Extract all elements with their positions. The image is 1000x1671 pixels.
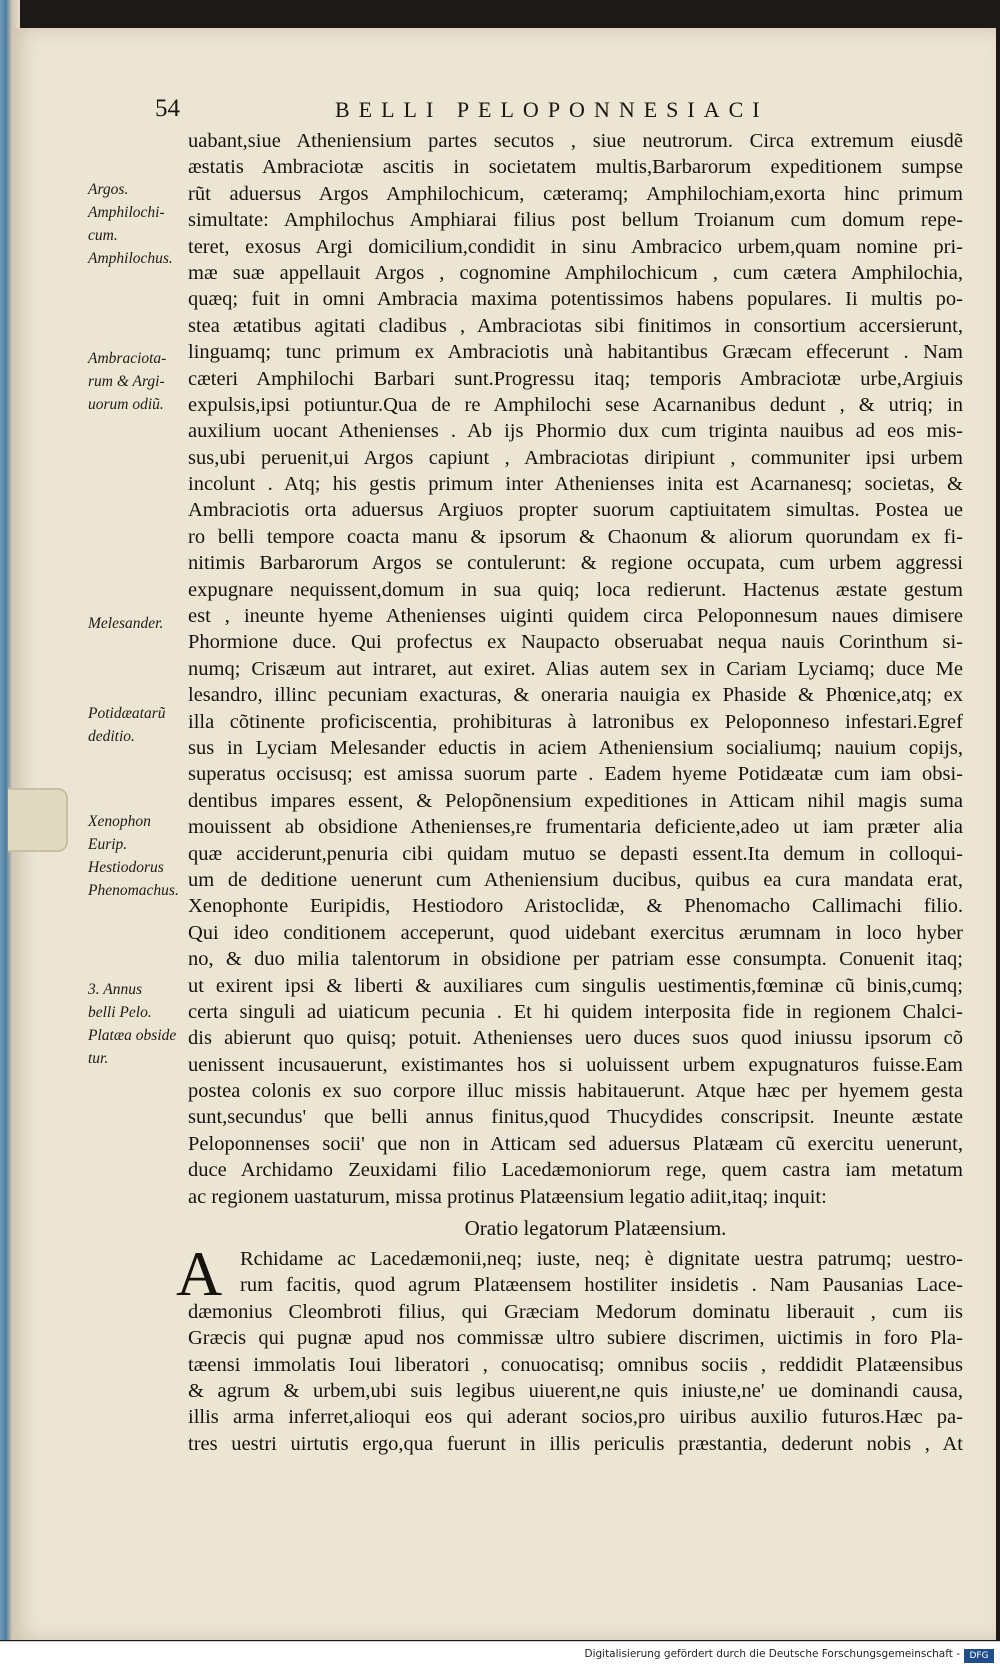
text-line: est , ineunte hyeme Athenienses uiginti quidem circa Peloponnesum naues dimisere: [188, 605, 963, 628]
margin-note-line: Amphilochus.: [88, 250, 173, 267]
text-line: dæmonius Cleombroti filius, qui Græciam Medorum dominatu liberauit , cum iis: [188, 1300, 963, 1323]
text-line: ro belli tempore coacta manu & ipsorum & Chaonum & aliorum quorundam ex fi-: [188, 525, 963, 548]
margin-note-line: belli Pelo.: [88, 1004, 152, 1021]
text-line: um de deditione uenerunt cum Atheniensium ducibus, quibus ea cura mandata erat,: [188, 868, 963, 891]
oration-lines: [188, 1246, 963, 1457]
text-line: linguamq; tunc primum ex Ambraciotis unà habitantibus Græcam effecerunt . Nam: [188, 341, 963, 364]
margin-note-melesander: [88, 612, 188, 635]
margin-note-line: cum.: [88, 227, 118, 244]
text-line: Græcis qui pugnæ apud nos commissæ ultro subiere discrimen, uictimis in foro Pla-: [188, 1327, 963, 1350]
margin-note-line: Melesander.: [88, 615, 164, 632]
text-line: nitimis Barbarorum Argos se contulerunt: & regione occupata, cum urbem aggressi: [188, 552, 963, 575]
oration-title: Oratio legatorum Platæensium.: [464, 1216, 727, 1241]
text-line: uabant,siue Atheniensium partes secutos , siue neutrorum. Circa extremum eiusdẽ: [188, 130, 963, 152]
margin-note-line: Phenomachus.: [88, 882, 179, 899]
dfg-logo: DFG: [964, 1649, 994, 1663]
margin-note-line: Amphilochi-: [88, 204, 165, 221]
main-text: [176, 128, 963, 1457]
margin-note-line: Eurip.: [88, 836, 128, 853]
text-line: tæensi immolatis Ioui liberatori , conuocatisq; omnibus sociis , reddidit Platæensibus: [188, 1353, 963, 1376]
text-line: Peloponnenses socii' que non in Atticam sed aduersus Platæam cũ exercitu uenerunt,: [188, 1132, 963, 1155]
text-line: tres uestri uirtutis ergo,qua fuerunt in illis periculis præstantia, dederunt nobis , At: [188, 1432, 963, 1455]
text-line: uenissent incusauerunt, existimantes hos si uoluissent urbem expugnaturos fuisse.Eam: [188, 1053, 963, 1076]
margin-note-line: Xenophon: [88, 813, 151, 830]
margin-note-line: Potidæatarũ: [88, 705, 166, 722]
text-line: lesandro, illinc pecuniam exacturas, & oneraria nauigia ex Phaside & Phœnice,atq; ex: [188, 684, 963, 707]
margin-note-line: Hestiodorus: [88, 859, 164, 876]
text-line: sus in Lyciam Melesander eductis in aciem Atheniensium socialiumq; nauium copijs,: [188, 736, 963, 759]
text-line: simultate: Amphilochus Amphiarai filius post bellum Troianum cum domum repe-: [188, 209, 963, 232]
margin-note-potidaeat: [88, 702, 188, 748]
running-head: BELLI PELOPONNESIACI: [335, 97, 769, 122]
text-line: sus,ubi peruenit,ui Argos capiunt , Ambraciotas diripiunt , communiter ipsi urbem: [188, 446, 963, 469]
text-line: ut exirent ipsi & liberti & auxiliares cum singulis uestimentis,fœminæ cũ binis,cumq;: [188, 974, 963, 997]
text-line: dentibus impares essent, & Pelopõnensium expeditiones in Atticam nihil magis suma: [188, 789, 963, 812]
text-line: & agrum & urbem,ubi suis legibus uiuerent,ne quis iniuste,ne' ue dominandi causa,: [188, 1379, 963, 1402]
margin-note-line: 3. Annus: [88, 981, 142, 998]
text-line: rum facitis, quod agrum Platæensem hostiliter insidetis . Nam Pausanias Lace-: [240, 1274, 963, 1297]
page-header: [145, 95, 965, 125]
text-line: certa singuli ad uiaticum pecunia . Et hi quidem interposita fide in regionem Chalci-: [188, 1000, 963, 1023]
text-line: æstatis Ambraciotæ ascitis in societatem multis,Barbarorum expeditionem sumpse: [188, 156, 963, 179]
text-line: Phormione duce. Qui profectus ex Naupacto obseruabat nequa nauis Corinthum si-: [188, 631, 963, 654]
text-line: auxilium uocant Athenienses . Ab ijs Phormio dux cum triginta nauibus ad eos mis-: [188, 420, 963, 443]
text-line: illa cõtinente proficiscentia, prohibituras à latronibus ex Peloponneso infestari.Egref: [188, 710, 963, 733]
text-line: ac regionem uastaturum, missa protinus Platæensium legatio adiit,itaq; inquit:: [188, 1185, 827, 1208]
text-line: mouissent ab obsidione Athenienses,re frumentaria deficiente,adeo ut iam præter alia: [188, 816, 963, 839]
text-line: cæteri Amphilochi Barbari sunt.Progressu itaq; temporis Ambraciotæ urbe,Argiuis: [188, 367, 963, 390]
margin-note-line: Argos.: [88, 181, 129, 198]
text-line: illis arma inferret,alioqui eos qui aderant socios,pro uiribus auxilio futuros.Hæc pa-: [188, 1406, 963, 1429]
text-line: stea ætatibus agitati cladibus , Ambraciotas sibi finitimos in consortium accersierunt,: [188, 314, 963, 337]
margin-note-ambraciot: [88, 347, 188, 416]
funding-credit: Digitalisierung gefördert durch die Deutsche Forschungsgemeinschaft -: [584, 1648, 960, 1660]
text-line: dis abierunt quo quisq; potuit. Athenienses uero duces suos quod iniussu ipsorum cõ: [188, 1027, 963, 1050]
margin-note-argos: [88, 178, 188, 270]
margin-note-line: Platæa obside: [88, 1027, 177, 1044]
text-line: Ambraciotis orta aduersus Argiuos propter suorum captiuitatem simultas. Postea ue: [188, 499, 963, 522]
text-line: sunt,secundus' que belli annus finitus,quod Thucydides conscripsit. Ineunte æstate: [188, 1106, 963, 1129]
text-line: Rchidame ac Lacedæmonii,neq; iuste, neq; è dignitate uestra patrumq; uestro-: [240, 1248, 963, 1271]
text-line: no, & duo milia talentorum in obsidione per patriam esse consumpta. Conuenit itaq;: [188, 948, 963, 971]
margin-note-xenophon: [88, 810, 188, 902]
text-line: expugnare nequissent,domum in sua quiq; loca redierunt. Hactenus æstate gestum: [188, 578, 963, 601]
margin-note-line: uorum odiũ.: [88, 396, 164, 413]
text-line: quæq; fuit in omni Ambracia maxima potentissimos habens populares. Ii multis po-: [188, 288, 963, 311]
oration-paragraph: [176, 1238, 963, 1457]
page-marker-tab: [8, 788, 68, 852]
text-line: quæ acciderunt,penuria cibi quidam mutuo se depasti essent.Ita demum in colloqui-: [188, 842, 963, 865]
margin-note-line: tur.: [88, 1050, 109, 1067]
margin-note-annus: [88, 978, 188, 1070]
text-line: numq; Crisæum aut intraret, aut exiret. Alias autem sex in Cariam Lyciamq; duce Me: [188, 657, 963, 680]
margin-note-line: deditio.: [88, 728, 135, 745]
text-line: rũt aduersus Argos Amphilochicum, cæteramq; Amphilochiam,exorta hinc primum: [188, 182, 963, 205]
text-line: Qui ideo conditionem acceperunt, quod uidebant exercitus ærumnam in loco hyber: [188, 921, 963, 944]
text-line: teret, exosus Argi domicilium,condidit in sinu Ambracico urbem,quam nomine pri-: [188, 235, 963, 258]
margin-note-line: Ambraciota-: [88, 350, 167, 367]
margin-note-line: rum & Argi-: [88, 373, 165, 390]
text-line: mæ suæ appellauit Argos , cognomine Amphilochicum , cum cætera Amphilochia,: [188, 261, 963, 284]
footer-bar: [0, 1641, 1000, 1671]
text-line: superatus occisusq; est amissa suorum parte . Eadem hyeme Potidæatæ cum iam obsi-: [188, 763, 963, 786]
page-number: 54: [155, 95, 180, 122]
text-line: postea colonis ex suo corpore illuc missis habitauerunt. Atque hæc per hyemem gesta: [188, 1080, 963, 1103]
text-line: expulsis,ipsi potiuntur.Qua de re Amphilochi sese Acarnanibus dedunt , & utriq; in: [188, 393, 963, 416]
text-line: Xenophonte Euripidis, Hestiodoro Aristoclidæ, & Phenomacho Callimachi filio.: [188, 895, 963, 918]
drop-cap: A: [176, 1238, 223, 1310]
body-paragraph: [188, 128, 963, 1210]
text-line: incolunt . Atq; his gestis primum inter Athenienses inita est Acarnanesq; societas, &: [188, 473, 963, 496]
text-line: duce Archidamo Zeuxidami filio Lacedæmoniorum rege, quem castra iam metatum: [188, 1159, 963, 1182]
